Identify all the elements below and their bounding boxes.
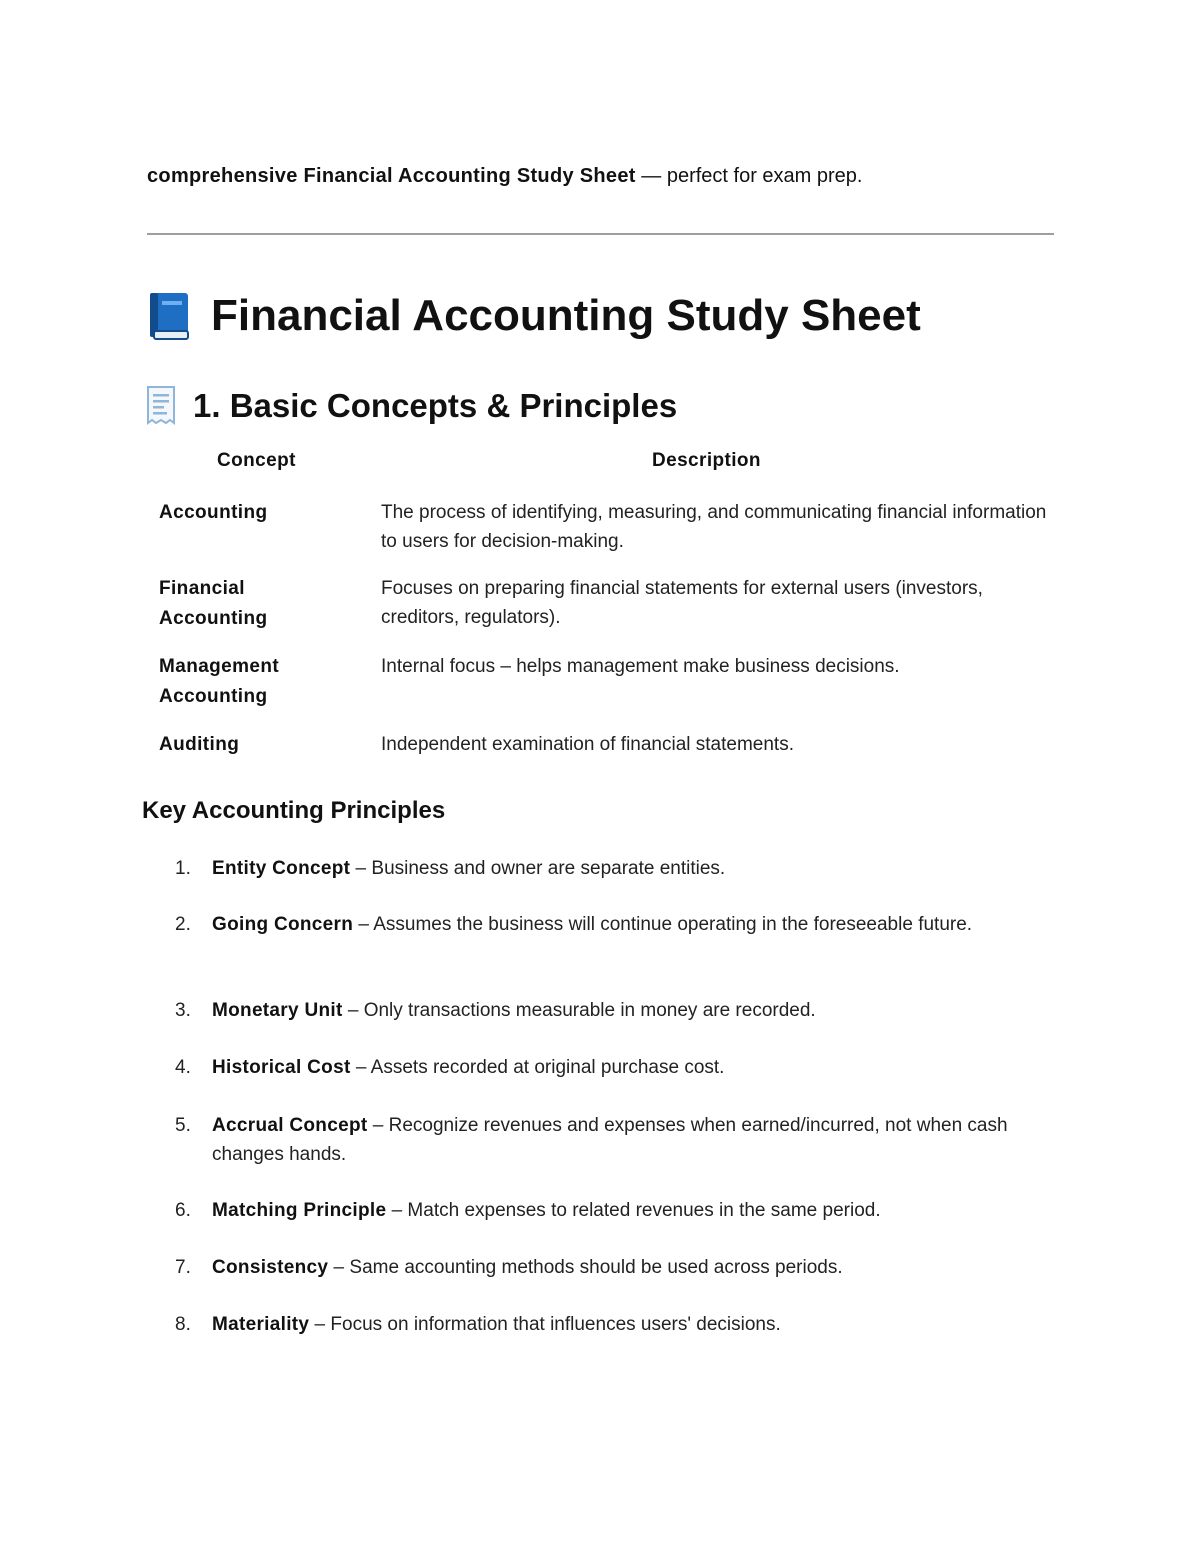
list-number: 8. bbox=[175, 1314, 191, 1335]
principle-name: Materiality bbox=[212, 1314, 310, 1335]
principle-text: – Same accounting methods should be used across periods. bbox=[328, 1257, 843, 1278]
table-cell-desc: Focuses on preparing financial statements for external users (investors, creditors, regulators). bbox=[381, 578, 983, 628]
table-cell-term: Accounting bbox=[159, 502, 268, 523]
list-item bbox=[175, 1111, 1075, 1169]
table-cell-term: Management Accounting bbox=[159, 656, 280, 707]
list-item bbox=[175, 1196, 1075, 1225]
principle-text: – Business and owner are separate entities. bbox=[350, 858, 726, 879]
list-number: 3. bbox=[175, 1000, 191, 1021]
receipt-icon bbox=[143, 385, 179, 427]
principle-text: – Match expenses to related revenues in the same period. bbox=[386, 1200, 881, 1221]
section-heading-text: 1. Basic Concepts & Principles bbox=[193, 387, 678, 424]
principle-text: – Only transactions measurable in money are recorded. bbox=[342, 1000, 816, 1021]
list-item bbox=[175, 1310, 1075, 1339]
list-number: 7. bbox=[175, 1257, 191, 1278]
table-header-concept: Concept bbox=[217, 450, 296, 471]
principle-name: Going Concern bbox=[212, 914, 354, 935]
principle-name: Matching Principle bbox=[212, 1200, 387, 1221]
principle-text: – Assumes the business will continue operating in the foreseeable future. bbox=[353, 914, 973, 935]
list-number: 6. bbox=[175, 1200, 191, 1221]
principle-name: Monetary Unit bbox=[212, 1000, 343, 1021]
principle-text: – Recognize revenues and expenses when earned/incurred, not when cash changes hands. bbox=[212, 1115, 1008, 1165]
page-title-text: Financial Accounting Study Sheet bbox=[211, 291, 921, 340]
principle-name: Historical Cost bbox=[212, 1057, 351, 1078]
list-number: 1. bbox=[175, 858, 191, 879]
principle-text: – Focus on information that influences users' decisions. bbox=[309, 1314, 781, 1335]
principle-text: – Assets recorded at original purchase cost. bbox=[350, 1057, 725, 1078]
list-item bbox=[175, 854, 1075, 883]
table-cell-desc: Independent examination of financial statements. bbox=[381, 734, 794, 755]
principles-heading: Key Accounting Principles bbox=[142, 797, 446, 824]
list-item bbox=[175, 910, 1075, 939]
table-cell-desc: Internal focus – helps management make business decisions. bbox=[381, 656, 900, 677]
table-cell-term: Auditing bbox=[159, 734, 240, 755]
principle-name: Consistency bbox=[212, 1257, 329, 1278]
list-item bbox=[175, 996, 1075, 1025]
table-cell-desc: The process of identifying, measuring, and communicating financial information to users for decision-making. bbox=[381, 502, 1047, 552]
table-cell-term: Financial Accounting bbox=[159, 578, 268, 629]
page-title bbox=[145, 291, 921, 341]
list-number: 4. bbox=[175, 1057, 191, 1078]
list-item bbox=[175, 1253, 1075, 1282]
intro-bold: comprehensive Financial Accounting Study Sheet bbox=[147, 165, 636, 187]
list-number: 2. bbox=[175, 914, 191, 935]
principle-name: Accrual Concept bbox=[212, 1115, 368, 1136]
list-number: 5. bbox=[175, 1115, 191, 1136]
intro-line bbox=[147, 165, 862, 188]
divider bbox=[147, 233, 1054, 235]
list-item bbox=[175, 1053, 1075, 1082]
blue-book-icon bbox=[145, 291, 193, 341]
table-header-description: Description bbox=[652, 450, 761, 471]
principle-name: Entity Concept bbox=[212, 858, 351, 879]
intro-rest: — perfect for exam prep. bbox=[635, 165, 863, 187]
section-heading bbox=[143, 385, 677, 427]
